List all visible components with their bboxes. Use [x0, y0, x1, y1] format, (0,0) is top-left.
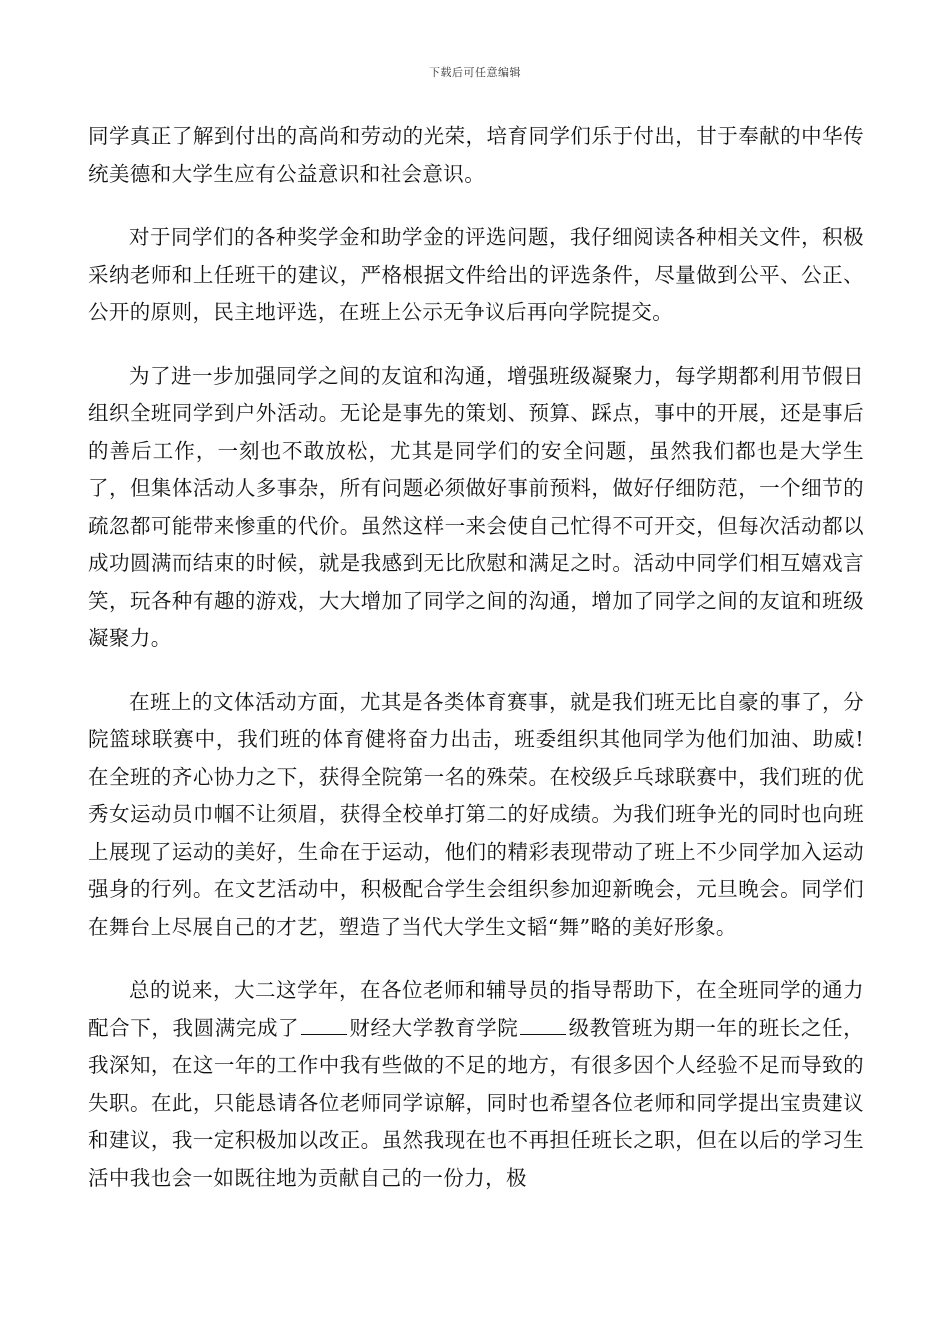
- paragraph-summary: [88, 972, 864, 1197]
- summary-text-part1: 总的说来，大二这学年，在各位老师和辅导员的指导帮助下，在全班同学的通力配合下，我圆满完成了: [88, 978, 864, 1040]
- paragraph-scholarship: 对于同学们的各种奖学金和助学金的评选问题，我仔细阅读各种相关文件，积极采纳老师和上任班干的建议，严格根据文件给出的评选条件，尽量做到公平、公正、公开的原则，民主地评选，在班上公示无争议后再向学院提交。: [88, 225, 864, 324]
- paragraph-outdoor-activities: 为了进一步加强同学之间的友谊和沟通，增强班级凝聚力，每学期都利用节假日组织全班同学到户外活动。无论是事先的策划、预算、踩点，事中的开展，还是事后的善后工作，一刻也不敢放松，尤其是同学们的安全问题，虽然我们都也是大学生了，但集体活动人多事杂，所有问题必须做好事前预料，做好仔细防范，一个细节的疏忽都可能带来惨重的代价。虽然这样一来会使自己忙得不可开交，但每次活动都以成功圆满而结束的时候，就是我感到无比欣慰和满足之时。活动中同学们相互嬉戏言笑，玩各种有趣的游戏，大大增加了同学之间的沟通，增加了同学之间的友谊和班级凝聚力。: [88, 363, 864, 650]
- paragraph-continuation: 同学真正了解到付出的高尚和劳动的光荣，培育同学们乐于付出，甘于奉献的中华传统美德和大学生应有公益意识和社会意识。: [88, 124, 864, 186]
- page-header: 下载后可任意编辑: [429, 66, 521, 79]
- paragraph-sports-arts: 在班上的文体活动方面，尤其是各类体育赛事，就是我们班无比自豪的事了，分院篮球联赛中，我们班的体育健将奋力出击，班委组织其他同学为他们加油、助威!在全班的齐心协力之下，获得全院第一名的殊荣。在校级乒乓球联赛中，我们班的优秀女运动员巾帼不让须眉，获得全校单打第二的好成绩。为我们班争光的同时也向班上展现了运动的美好，生命在于运动，他们的精彩表现带动了班上不少同学加入运动强身的行列。在文艺活动中，积极配合学生会组织参加迎新晚会，元旦晚会。同学们在舞台上尽展自己的才艺，塑造了当代大学生文韬“舞”略的美好形象。: [88, 689, 864, 939]
- blank-underline: [301, 1014, 347, 1035]
- blank-underline: [520, 1014, 566, 1035]
- summary-text-part2: 财经大学教育学院: [349, 1015, 519, 1040]
- summary-text-part3: 级教管班为期一年的班长之任，我深知，在这一年的工作中我有些做的不足的地方，有很多因个人经验不足而导致的失职。在此，只能恳请各位老师同学谅解，同时也希望各位老师和同学提出宝贵建议和建议，我一定积极加以改正。虽然我现在也不再担任班长之职，但在以后的学习生活中我也会一如既往地为贡献自己的一份力，极: [88, 1015, 865, 1190]
- document-body: [88, 118, 864, 1223]
